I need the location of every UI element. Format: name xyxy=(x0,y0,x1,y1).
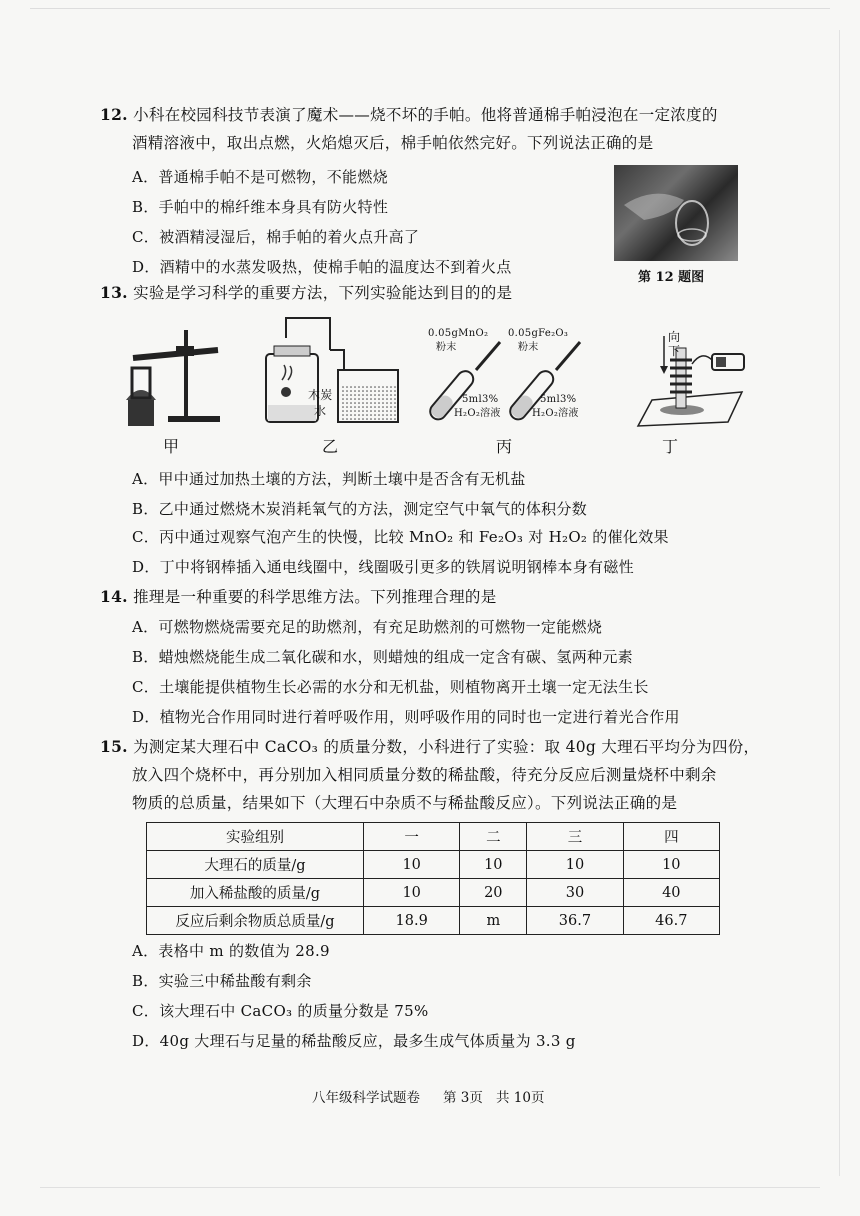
table-row xyxy=(147,907,720,935)
figure-jia-label: 甲 xyxy=(163,437,180,456)
table-header-cell: 四 xyxy=(623,823,719,851)
table-cell: 反应后剩余物质总质量/g xyxy=(147,907,364,935)
table-cell: 10 xyxy=(364,879,460,907)
table-header-cell: 二 xyxy=(460,823,527,851)
q13-stem-text: 实验是学习科学的重要方法，下列实验能达到目的的是 xyxy=(133,284,513,302)
q15-stem-line2: 放入四个烧杯中，再分别加入相同质量分数的稀盐酸，待充分反应后测量烧杯中剩余 xyxy=(132,766,717,784)
q14-option-c: C．土壤能提供植物生长必需的水分和无机盐，则植物离开土壤一定无法生长 xyxy=(132,678,649,696)
figure-bing-fe2o3-label: 0.05gFe₂O₃ xyxy=(508,328,569,339)
scan-edge-top xyxy=(30,8,830,9)
table-header-cell: 实验组别 xyxy=(147,823,364,851)
table-cell: 46.7 xyxy=(623,907,719,935)
figure-bing-powder-label-1: 粉末 xyxy=(436,342,457,353)
figure-bing-h2o2-solution-2: H₂O₂溶液 xyxy=(532,408,579,419)
table-cell: 10 xyxy=(623,851,719,879)
table-cell: 加入稀盐酸的质量/g xyxy=(147,879,364,907)
figure-yi-label: 乙 xyxy=(322,437,339,456)
q15-option-d: D．40g 大理石与足量的稀盐酸反应，最多生成气体质量为 3.3 g xyxy=(132,1032,576,1050)
scan-edge-right xyxy=(839,30,840,1176)
q12-photo xyxy=(614,165,738,261)
figure-bing-h2o2-volume-2: 5ml3% xyxy=(540,394,577,405)
figure-bing-h2o2-solution-1: H₂O₂溶液 xyxy=(454,408,501,419)
table-cell: 10 xyxy=(460,851,527,879)
q12-option-b: B．手帕中的棉纤维本身具有防火特性 xyxy=(132,198,389,216)
table-cell: 20 xyxy=(460,879,527,907)
q14-number: 14. xyxy=(100,587,128,606)
figure-ding-label: 丁 xyxy=(662,437,679,456)
figure-jia-apparatus xyxy=(118,320,228,430)
q14-option-b: B．蜡烛燃烧能生成二氧化碳和水，则蜡烛的组成一定含有碳、氢两种元素 xyxy=(132,648,633,666)
q12-stem-line2: 酒精溶液中，取出点燃，火焰熄灭后，棉手帕依然完好。下列说法正确的是 xyxy=(132,134,654,152)
q15-stem-line3: 物质的总质量，结果如下（大理石中杂质不与稀盐酸反应）。下列说法正确的是 xyxy=(132,794,678,812)
q13-option-b: B．乙中通过燃烧木炭消耗氧气的方法，测定空气中氧气的体积分数 xyxy=(132,500,588,518)
q14-option-a: A．可燃物燃烧需要充足的助燃剂，有充足助燃剂的可燃物一定能燃烧 xyxy=(132,618,603,636)
table-cell: 30 xyxy=(527,879,623,907)
q14-stem-line xyxy=(100,586,497,608)
q14-stem-text: 推理是一种重要的科学思维方法。下列推理合理的是 xyxy=(133,588,497,606)
q15-stem-line1 xyxy=(100,736,759,758)
figure-ding-apparatus xyxy=(632,330,752,430)
q13-stem-line xyxy=(100,282,512,304)
q15-option-a: A．表格中 m 的数值为 28.9 xyxy=(132,942,330,960)
q12-number: 12. xyxy=(100,105,128,124)
table-header-row xyxy=(147,823,720,851)
q15-data-table xyxy=(146,822,720,935)
q13-option-d: D．丁中将钢棒插入通电线圈中，线圈吸引更多的铁屑说明钢棒本身有磁性 xyxy=(132,558,634,576)
q15-option-c: C．该大理石中 CaCO₃ 的质量分数是 75% xyxy=(132,1002,429,1020)
q13-number: 13. xyxy=(100,283,128,302)
table-cell: 10 xyxy=(364,851,460,879)
table-cell: 40 xyxy=(623,879,719,907)
table-header-cell: 一 xyxy=(364,823,460,851)
table-cell: 18.9 xyxy=(364,907,460,935)
figure-ding-down-label: 向下 xyxy=(668,330,681,358)
q12-stem-line1 xyxy=(100,104,718,126)
table-cell: 36.7 xyxy=(527,907,623,935)
figure-bing-h2o2-volume-1: 5ml3% xyxy=(462,394,499,405)
q14-option-d: D．植物光合作用同时进行着呼吸作用，则呼吸作用的同时也一定进行着光合作用 xyxy=(132,708,680,726)
q12-photo-graphic xyxy=(614,165,738,261)
q15-number: 15. xyxy=(100,737,128,756)
q12-stem-text1: 小科在校园科技节表演了魔术——烧不坏的手帕。他将普通棉手帕浸泡在一定浓度的 xyxy=(133,106,718,124)
figure-bing-label: 丙 xyxy=(496,437,513,456)
footer-title: 八年级科学试题卷 xyxy=(312,1090,420,1106)
figure-yi-apparatus xyxy=(258,310,408,430)
scan-edge-bottom xyxy=(40,1187,820,1188)
figure-bing-powder-label-2: 粉末 xyxy=(518,342,539,353)
q12-option-c: C．被酒精浸湿后，棉手帕的着火点升高了 xyxy=(132,228,420,246)
table-cell: 10 xyxy=(527,851,623,879)
q12-figure-caption: 第 12 题图 xyxy=(638,270,705,285)
q13-option-a: A．甲中通过加热土壤的方法，判断土壤中是否含有无机盐 xyxy=(132,470,526,488)
q12-option-a: A．普通棉手帕不是可燃物，不能燃烧 xyxy=(132,168,388,186)
figure-bing-mno2-label: 0.05gMnO₂ xyxy=(428,328,489,339)
table-row xyxy=(147,879,720,907)
figure-yi-water-label: 水 xyxy=(314,404,327,418)
table-cell: 大理石的质量/g xyxy=(147,851,364,879)
table-cell: m xyxy=(460,907,527,935)
footer-total-pages: 共 10页 xyxy=(496,1090,545,1106)
q13-option-c: C．丙中通过观察气泡产生的快慢，比较 MnO₂ 和 Fe₂O₃ 对 H₂O₂ 的催化效果 xyxy=(132,528,669,546)
table-header-cell: 三 xyxy=(527,823,623,851)
q15-option-b: B．实验三中稀盐酸有剩余 xyxy=(132,972,312,990)
q12-option-d: D．酒精中的水蒸发吸热，使棉手帕的温度达不到着火点 xyxy=(132,258,512,276)
table-row xyxy=(147,851,720,879)
q15-stem-text1: 为测定某大理石中 CaCO₃ 的质量分数，小科进行了实验：取 40g 大理石平均分为四份， xyxy=(133,738,760,756)
figure-yi-charcoal-label: 木炭 xyxy=(308,388,333,402)
footer-page-number: 第 3页 xyxy=(443,1090,483,1106)
